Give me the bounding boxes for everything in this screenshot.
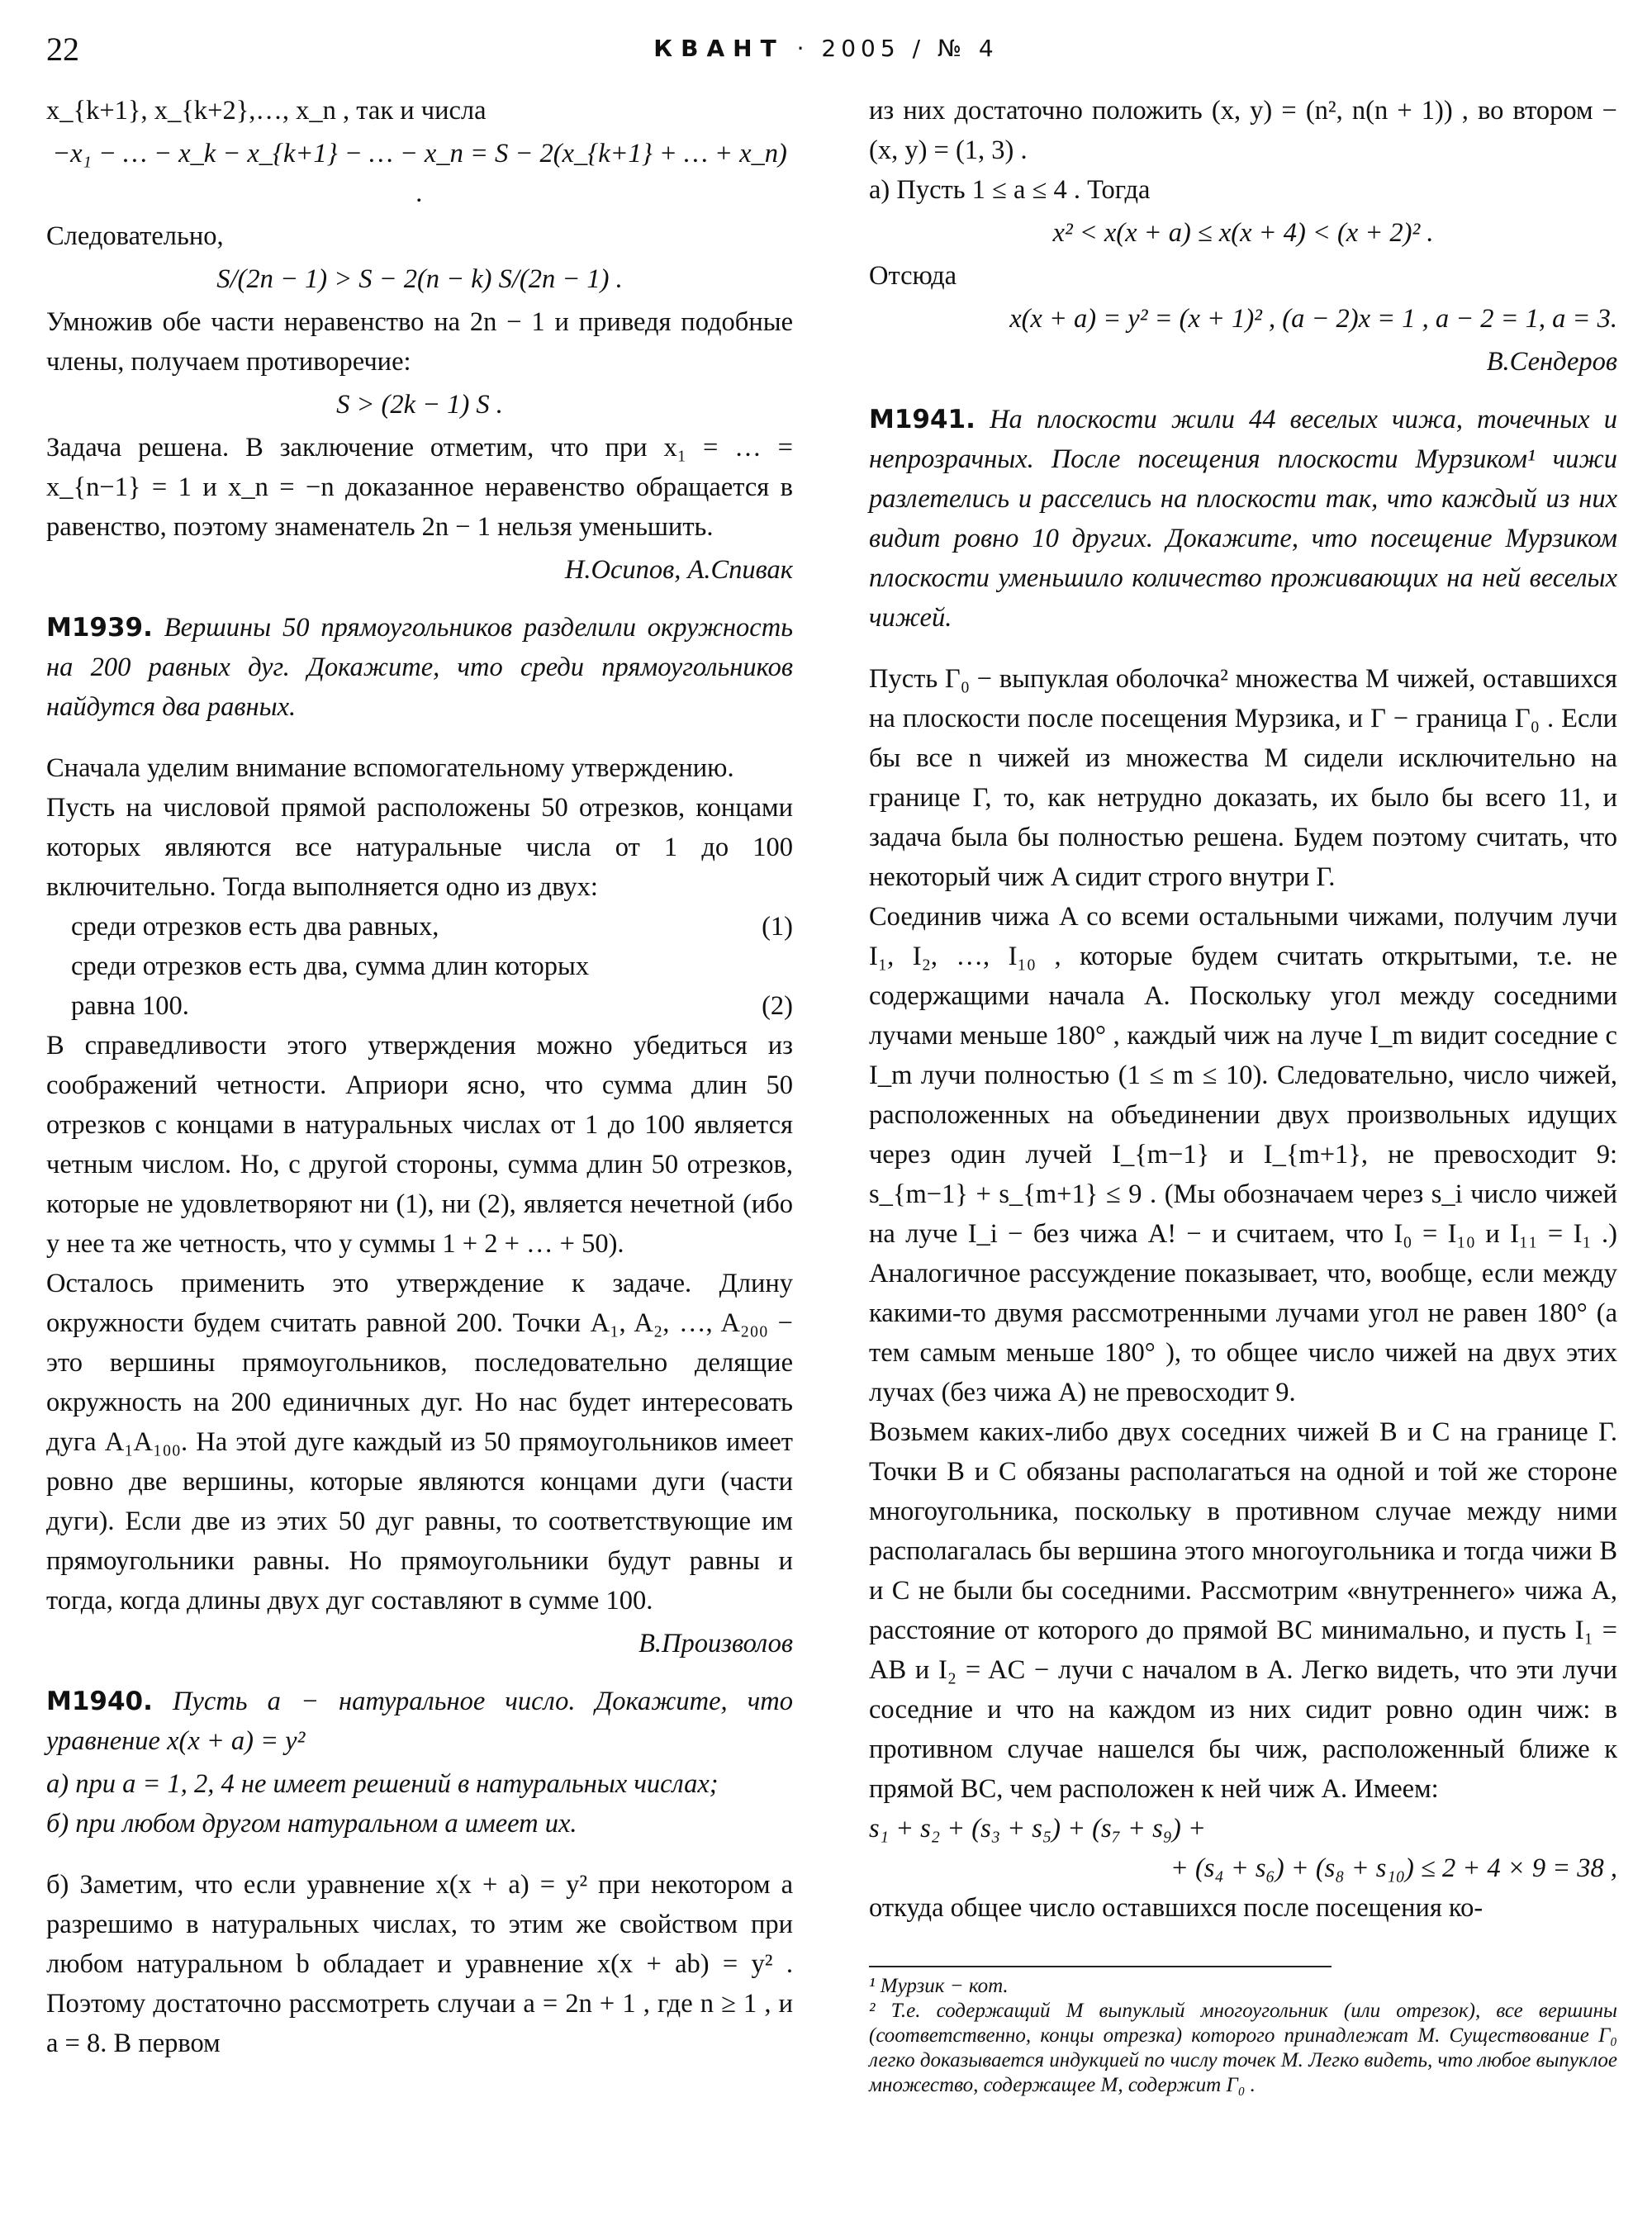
formula: x² < x(x + a) ≤ x(x + 4) < (x + 2)² . xyxy=(1052,218,1434,248)
paragraph: б) Заметим, что если уравнение x(x + a) = y² при некотором a разрешимо в натуральных числах, то этим же свойством при любом натуральном b обладает и уравнение x(x + ab) = y² . Поэтому достаточно рассмотреть случаи a = 2n + 1 , где n ≥ 1 , и a = 8. В первом xyxy=(46,1870,793,2058)
left-column xyxy=(46,91,793,2063)
footnote: ² Т.е. содержащий M выпуклый многоугольник (или отрезок), все вершины (соответственно, концы отрезка) которого принадлежат M. Существование Γ₀ легко доказывается индукцией по числу точек M. Легко видеть, что любое выпуклое множество, содержащее M, содержит Γ₀ . xyxy=(869,2000,1617,2096)
item-text: среди отрезков есть два, сумма длин которых xyxy=(71,951,590,981)
item-text: равна 100. xyxy=(71,991,189,1021)
paragraph: Задача решена. В заключение отметим, что при x₁ = … = x_{n−1} = 1 и x_n = −n доказанное неравенство обращается в равенство, поэтому знаменатель 2n − 1 нельзя уменьшить. xyxy=(46,433,793,542)
list-item xyxy=(46,986,793,1026)
paragraph: Осталось применить это утверждение к задаче. Длину окружности будем считать равной 200. Точки A₁, A₂, …, A₂₀₀ − это вершины прямоугольников, последовательно делящие окружность на 200 единичных дуг. Но нас будет интересовать дуга A₁A₁₀₀. На этой дуге каждый из 50 прямоугольников имеет ровно две вершины, которые являются концами дуги (части дуги). Если две из этих 50 дуг равны, то соответствующие им прямоугольники равны. Но прямоугольники будут равны и тогда, когда длины двух дуг составляют в сумме 100. xyxy=(46,1269,793,1616)
page-number: 22 xyxy=(46,31,79,68)
item-text: среди отрезков есть два равных, xyxy=(71,912,439,942)
paragraph: Соединив чижа A со всеми остальными чижами, получим лучи I₁, I₂, …, I₁₀ , которые будем считать открытыми, т.е. не содержащими начала A. Поскольку угол между соседними лучами меньше 180° , каждый чиж на луче I_m видит соседние с I_m лучи полностью (1 ≤ m ≤ 10). Следовательно, число чижей, расположенных на объединении двух произвольных идущих через один лучей I_{m−1} и I_{m+1}, не превосходит 9: s_{m−1} + s_{m+1} ≤ 9 . (Мы обозначаем через s_i число чижей на луче I_i − без чижа A! − и считаем, что I₀ = I₁₀ и I₁₁ = I₁ .) Аналогичное рассуждение показывает, что, вообще, если между какими-то двумя рассмотренными лучами угол не равен 180° (а тем самым меньше 180° ), то общее число чижей на двух этих лучах (без чижа A) не превосходит 9. xyxy=(869,902,1617,1407)
author: Н.Осипов, А.Спивак xyxy=(564,555,793,585)
problem-text: На плоскости жили 44 веселых чижа, точечных и непрозрачных. После посещения плоскости Мурзиком¹ чижи разлетелись и расселись на плоскости так, что каждый из них видит ровно 10 других. Докажите, что посещение Мурзиком плоскости уменьшило количество проживающих на ней веселых чижей. xyxy=(869,405,1617,633)
item-tag: (2) xyxy=(762,991,793,1021)
text-line: Отсюда xyxy=(869,261,957,291)
problem-number: М1941. xyxy=(869,405,976,434)
formula: S > (2k − 1) S . xyxy=(336,390,503,420)
author: В.Сендеров xyxy=(1486,347,1617,377)
text-line: x_{k+1}, x_{k+2},…, x_n , так и числа xyxy=(46,96,487,126)
footnote: ¹ Мурзик − кот. xyxy=(869,1975,1009,1997)
page-header xyxy=(0,0,1652,91)
formula: x(x + a) = y² = (x + 1)² , (a − 2)x = 1 , a − 2 = 1, a = 3. xyxy=(1009,304,1617,334)
formula: + (s₄ + s₆) + (s₈ + s₁₀) ≤ 2 + 4 × 9 = 38 , xyxy=(1170,1853,1617,1883)
paragraph: Пусть на числовой прямой расположены 50 отрезков, концами которых являются все натуральные числа от 1 до 100 включительно. Тогда выполняется одно из двух: xyxy=(46,793,793,902)
footnote-divider xyxy=(869,1966,1332,1967)
paragraph: Пусть Γ₀ − выпуклая оболочка² множества M чижей, оставшихся на плоскости после посещения Мурзика, и Γ − граница Γ₀ . Если бы все n чижей из множества M сидели исключительно на границе Γ, то, как нетрудно доказать, их было бы всего 11, и задача была бы полностью решена. Будем поэтому считать, что некоторый чиж A сидит строго внутри Γ. xyxy=(869,664,1617,892)
author: В.Произволов xyxy=(638,1629,793,1658)
problem-text: Вершины 50 прямоугольников разделили окружность на 200 равных дуг. Докажите, что среди прямоугольников найдутся два равных. xyxy=(46,613,793,722)
problem-statement xyxy=(46,1682,793,1761)
journal-issue: 2005 / № 4 xyxy=(821,35,999,62)
formula: S/(2n − 1) > S − 2(n − k) S/(2n − 1) . xyxy=(216,264,623,294)
paragraph: из них достаточно положить (x, y) = (n², n(n + 1)) , во втором − (x, y) = (1, 3) . xyxy=(869,96,1617,165)
paragraph: а) Пусть 1 ≤ a ≤ 4 . Тогда xyxy=(869,175,1151,205)
problem-statement xyxy=(869,400,1617,638)
paragraph: Сначала уделим внимание вспомогательному утверждению. xyxy=(46,753,734,783)
problem-text: Пусть a − натуральное число. Докажите, что уравнение x(x + a) = y² xyxy=(46,1687,793,1756)
item-tag: (1) xyxy=(762,912,793,942)
paragraph: В справедливости этого утверждения можно убедиться из соображений четности. Априори ясно, что сумма длин 50 отрезков с концами в натуральных числах от 1 до 100 является четным числом. Но, с другой стороны, сумма длин 50 отрезков, которые не удовлетворяют ни (1), ни (2), является нечетной (ибо у нее та же четность, что у суммы 1 + 2 + … + 50). xyxy=(46,1031,793,1259)
problem-statement xyxy=(46,608,793,727)
journal-name: КВАНТ xyxy=(653,35,785,62)
problem-number: М1939. xyxy=(46,613,153,643)
journal-title: КВАНТ · 2005 / № 4 xyxy=(653,35,999,62)
text-line: Следовательно, xyxy=(46,221,224,251)
formula: s₁ + s₂ + (s₃ + s₅) + (s₇ + s₉) + xyxy=(869,1814,1206,1844)
problem-part: б) при любом другом натуральном a имеет их. xyxy=(46,1809,577,1839)
list-item xyxy=(46,907,793,947)
paragraph: Умножив обе части неравенство на 2n − 1 и приведя подобные члены, получаем противоречие: xyxy=(46,307,793,377)
problem-part: а) при a = 1, 2, 4 не имеет решений в натуральных числах; xyxy=(46,1769,719,1799)
problem-number: М1940. xyxy=(46,1687,153,1716)
list-item xyxy=(46,947,793,986)
paragraph: Возьмем каких-либо двух соседних чижей B и C на границе Γ. Точки B и C обязаны располагаться на одной и той же стороне многоугольника, поскольку в противном случае между ними располагалась бы вершина этого многоугольника и тогда чижи B и C не были бы соседними. Рассмотрим «внутреннего» чижа A, расстояние от которого до прямой BC минимально, и пусть I₁ = AB и I₂ = AC − лучи с началом в A. Легко видеть, что эти лучи соседние и что на каждом из них сидит ровно один чиж: в противном случае нашелся бы чиж, расположенный ближе к прямой BC, чем расположен к ней чиж A. Имеем: xyxy=(869,1417,1617,1804)
right-column xyxy=(869,91,1617,2098)
paragraph: откуда общее число оставшихся после посещения ко- xyxy=(869,1893,1483,1923)
formula: −x₁ − … − x_k − x_{k+1} − … − x_n = S − 2(x_{k+1} + … + x_n) . xyxy=(52,139,787,208)
